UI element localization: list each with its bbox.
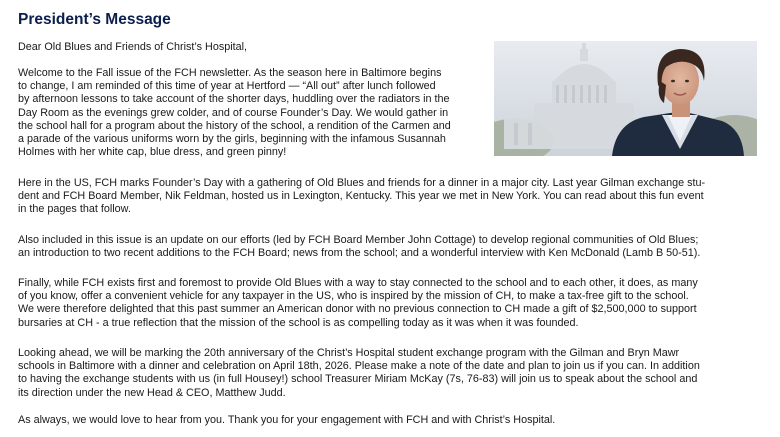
president-photo [494,41,757,156]
paragraph-founders-day: Here in the US, FCH marks Founder’s Day with a gathering of Old Blues and friends for a dinner in a major city. Last year Gilman exchange stu- dent and FCH Board Member, Nik Feldman, hosted us in Lexington, Kentucky. This year we met in New York. You can read about this fun event in the pages that follow. [18,177,706,216]
capitol-portrait-image [494,41,757,156]
paragraph-welcome: Welcome to the Fall issue of the FCH newsletter. As the season here in Baltimore begins to change, I am reminded of this time of year at Hertford — “All out” after lunch followed by afternoon lessons to take account of the shorter days, huddling over the radiators in the Day Room as the evenings grew colder, and of course Founder’s Day. We would gather in the school hall for a program about the history of the school, a rendition of the Carmen and a parade of the various uniforms worn by the girls, beginning with the infamous Susannah Holmes with her white cap, blue dress, and green pinny! [18,67,451,159]
paragraph-anniversary: Looking ahead, we will be marking the 20th anniversary of the Christ’s Hospital student exchange program with the Gilman and Bryn Mawr schools in Baltimore with a dinner and celebration on April 18th, 2026. Please make a note of the date and plan to join us if you can. In addition to having the exchange students with us (in full Housey!) school Treasurer Miriam McKay (7s, 76-83) will join us to speak about the school and its direction under the new Head & CEO, Matthew Judd. [18,347,700,399]
paragraph-donation: Finally, while FCH exists first and foremost to provide Old Blues with a way to stay connected to the school and to each other, it does, as many of you know, offer a convenient vehicle for any taxpayer in the US, who is inspired by the mission of CH, to make a tax-free gift to the school. We were therefore delighted that this past summer an American donor with no previous connection to CH made a gift of $2,500,000 to support bursaries at CH - a true reflection that the mission of the school is as compelling today as it was when it was founded. [18,277,698,329]
paragraph-closing: As always, we would love to hear from you. Thank you for your engagement with FCH and with Christ’s Hospital. [18,414,556,426]
paragraph-issue-contents: Also included in this issue is an update on our efforts (led by FCH Board Member John Cottage) to develop regional communities of Old Blues; an introduction to two recent additions to the FCH Board; news from the school; and a wonderful interview with Ken McDonald (Lamb B 50-51). [18,234,701,260]
salutation: Dear Old Blues and Friends of Christ’s Hospital, [18,41,248,53]
page-title: President’s Message [18,11,171,28]
